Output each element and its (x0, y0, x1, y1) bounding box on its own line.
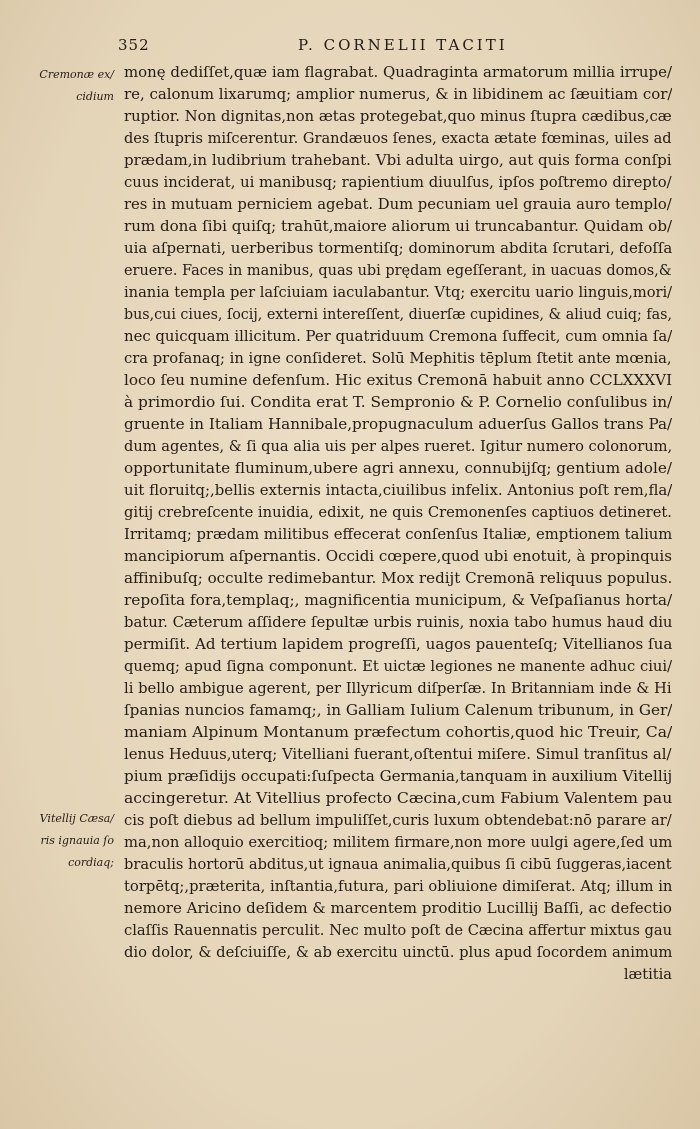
text-line: dio dolor, & deſciuiſſe, & ab exercitu uinctū. plus apud ſocordem animum (124, 944, 672, 961)
text-line: loco ſeu numine defenſum. Hic exitus Cremonā habuit anno CCLXXXVI (124, 372, 672, 389)
text-line: cis poſt diebus ad bellum impuliſſet,curis luxum obtendebat:nō parare ar/ (124, 812, 672, 829)
text-line: Irritamq; prædam militibus effecerat conſenſus Italiæ, emptionem talium (124, 526, 673, 543)
text-line: maniam Alpinum Montanum præfectum cohortis,quod hic Treuir, Ca/ (124, 724, 672, 741)
text-line: à primordio ſui. Condita erat T. Sempronio & P. Cornelio conſulibus in/ (124, 394, 672, 411)
running-head (118, 36, 678, 58)
text-line: pium præſidijs occupati:ſuſpecta Germania,tanquam in auxilium Vitellij (124, 768, 673, 785)
text-line: li bello ambigue agerent, per Illyricum diſperſæ. In Britanniam inde & Hi (124, 680, 672, 697)
text-line: prædam,in ludibrium trahebant. Vbi adulta uirgo, aut quis forma conſpi (124, 152, 672, 169)
text-line: uit floruitq;,bellis externis intacta,ciuilibus infelix. Antonius poſt rem,fla/ (124, 482, 673, 499)
margin-note-line: Vitellij Cæsa/ (39, 812, 114, 825)
text-line: re, calonum lixarumq; amplior numerus, & in libidinem ac ſæuitiam cor/ (124, 86, 673, 103)
margin-note-line: ris ignauia ſo (40, 834, 114, 847)
text-line: opportunitate fluminum,ubere agri annexu, connubijſq; gentium adole/ (124, 460, 672, 477)
text-line: braculis hortorū abditus,ut ignaua animalia,quibus ſi cibū ſuggeras,iacent (124, 856, 672, 873)
text-line: bus,cui ciues, ſocij, externi intereſſent, diuerſæ cupidines, & aliud cuiq; fas, (124, 306, 672, 323)
text-line: nec quicquam illicitum. Per quatriduum Cremona ſuffecit, cum omnia ſa/ (124, 328, 673, 345)
text-line: quemq; apud ſigna componunt. Et uictæ legiones ne manente adhuc ciui/ (124, 658, 672, 675)
text-line: res in mutuam perniciem agebat. Dum pecuniam uel grauia auro templo/ (124, 196, 672, 213)
text-line: claſſis Rauennatis perculit. Nec multo poſt de Cæcina affertur mixtus gau (124, 922, 673, 939)
text-line: monę dediſſet,quæ iam flagrabat. Quadraginta armatorum millia irrupe/ (124, 64, 673, 81)
text-line: uia aſpernati, uerberibus tormentiſq; dominorum abdita ſcrutari, defoſſa (124, 240, 673, 257)
body-text (124, 62, 672, 986)
text-line: cuus inciderat, ui manibusq; rapientium diuulſus, ipſos poſtremo direpto/ (124, 174, 672, 191)
text-line: repoſita fora,templaq;, magnificentia municipum, & Veſpaſianus horta/ (124, 592, 672, 609)
text-line: affinibuſq; occulte redimebantur. Mox redijt Cremonā reliquus populus. (124, 570, 673, 587)
text-line: permiſit. Ad tertium lapidem progreſſi, uagos pauenteſq; Vitellianos ſua (124, 636, 673, 653)
text-line: des ſtupris miſcerentur. Grandæuos ſenes, exacta ætate fœminas, uiles ad (124, 130, 672, 147)
text-line: rum dona ſibi quiſq; trahūt,maiore aliorum ui truncabantur. Quidam ob/ (124, 218, 672, 235)
running-title: P. CORNELII TACITI (298, 36, 508, 54)
text-line: ſpanias nuncios famamq;, in Galliam Iulium Calenum tribunum, in Ger/ (124, 702, 672, 719)
text-line: gruente in Italiam Hannibale,propugnaculum aduerſus Gallos trans Pa/ (124, 416, 672, 433)
margin-note-line: Cremonæ ex/ (39, 68, 114, 81)
margin-note-line: cordiaq; (68, 856, 114, 869)
page-number: 352 (118, 36, 150, 54)
text-line: lenus Heduus,uterq; Vitelliani fuerant,oſtentui miſere. Simul tranſitus al/ (124, 746, 672, 763)
text-line: inania templa per laſciuiam iaculabantur. Vtq; exercitu uario linguis,mori/ (124, 284, 672, 301)
text-line: batur. Cæterum aſſidere ſepultæ urbis ruinis, noxia tabo humus haud diu (124, 614, 672, 631)
text-line: lætitia (623, 966, 672, 983)
text-line: dum agentes, & ſi qua alia uis per alpes rueret. Igitur numero colonorum, (124, 438, 672, 455)
text-line: cra profanaq; in igne conſideret. Solū Mephitis tēplum ſtetit ante mœnia, (124, 350, 672, 367)
margin-note-vitellius (30, 808, 114, 874)
text-line: nemore Aricino deſidem & marcentem proditio Lucillij Baſſi, ac defectio (124, 900, 672, 917)
text-line: eruere. Faces in manibus, quas ubi prędam egeſſerant, in uacuas domos,& (124, 262, 672, 279)
margin-note-line: cidium (76, 90, 114, 103)
margin-note-cremona (30, 64, 114, 108)
text-line: torpētq;,præterita, inſtantia,futura, pari obliuione dimiſerat. Atq; illum in (124, 878, 673, 895)
text-line: mancipiorum aſpernantis. Occidi cœpere,quod ubi enotuit, à propinquis (124, 548, 672, 565)
text-line: ruptior. Non dignitas,non ætas protegebat,quo minus ſtupra cædibus,cæ (124, 108, 672, 125)
text-line: ma,non alloquio exercitioq; militem firmare,non more uulgi agere,ſed um (124, 834, 673, 851)
text-line: gitij crebreſcente inuidia, edixit, ne quis Cremonenſes captiuos detineret. (124, 504, 672, 521)
text-line: accingeretur. At Vitellius profecto Cæcina,cum Fabium Valentem pau (124, 790, 672, 807)
